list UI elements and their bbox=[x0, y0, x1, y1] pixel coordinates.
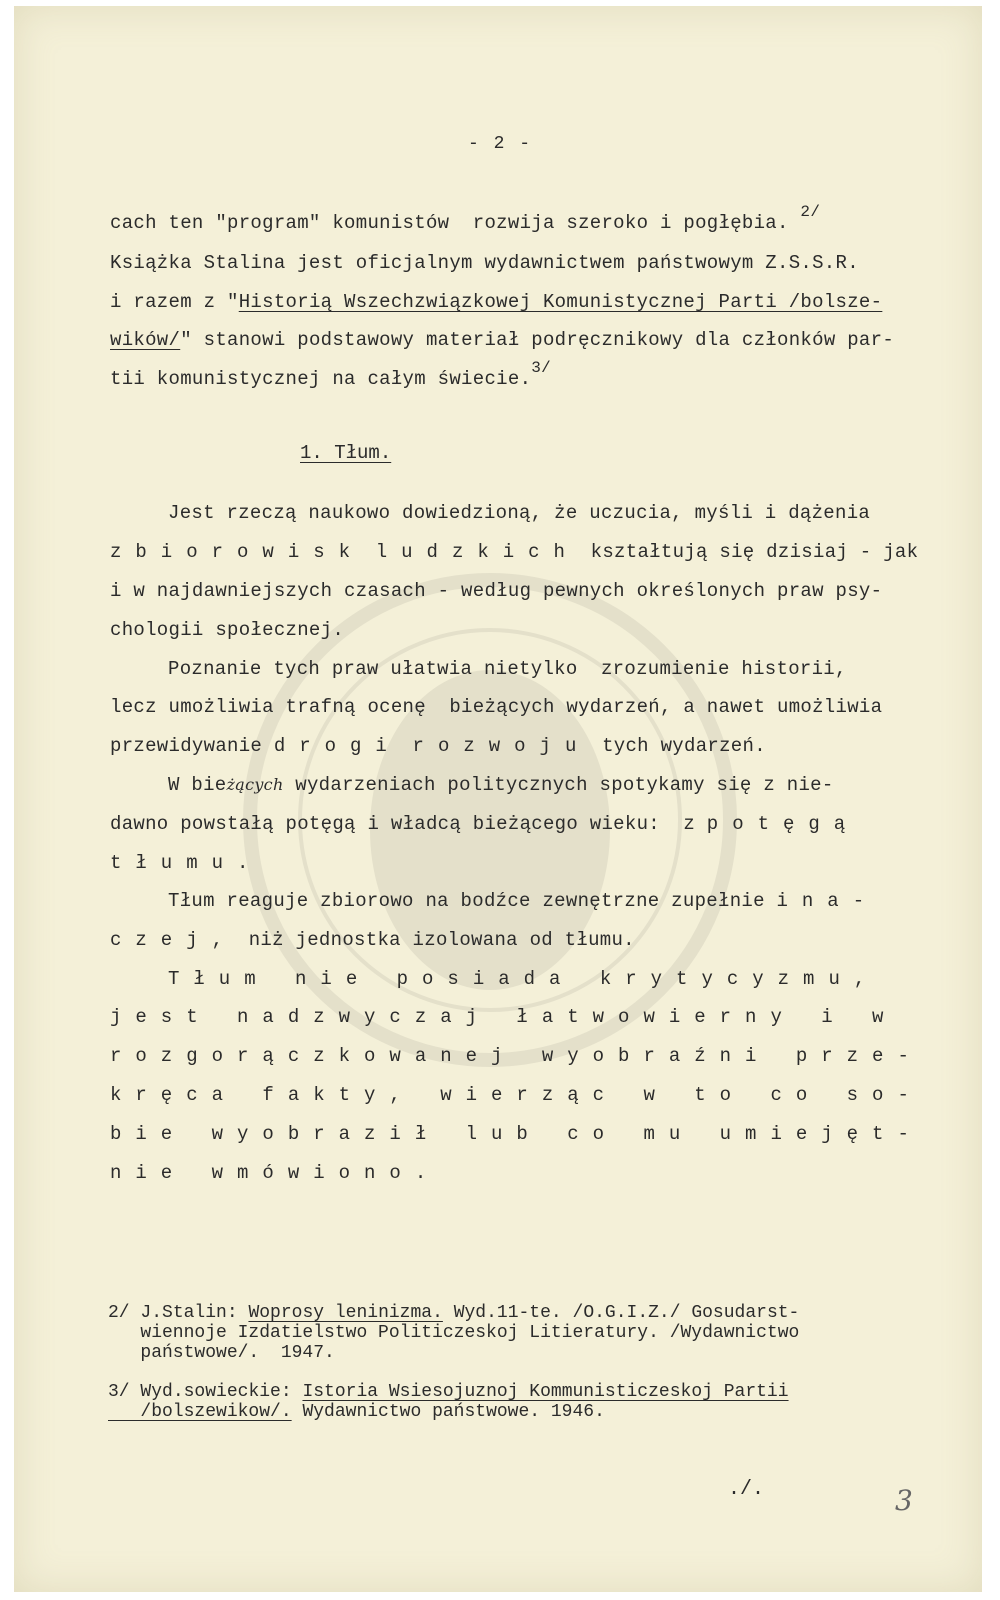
text-line: Jest rzeczą naukowo dowiedzioną, że uczucia, myśli i dążenia bbox=[168, 502, 871, 524]
text-line: tłumu. bbox=[110, 852, 263, 874]
handwritten-sheet-number: 3 bbox=[895, 1484, 913, 1517]
text-line: czej, niż jednostka izolowana od tłumu. bbox=[110, 929, 635, 951]
text-line: jest nadzwyczaj łatwowierny i w bbox=[110, 1006, 898, 1028]
text-line: cach ten "program" komunistów rozwija szeroko i pogłębia. $^{2/}$ bbox=[110, 203, 821, 234]
text-line: lecz umożliwia trafną ocenę bieżących wydarzeń, a nawet umożliwia bbox=[110, 696, 883, 718]
text-line: Książka Stalina jest oficjalnym wydawnictwem państwowym Z.S.S.R. bbox=[110, 252, 859, 274]
text-line: Tłum nie posiada krytycyzmu, bbox=[168, 968, 880, 990]
text-line: tii komunistycznej na całym świecie.$^{3/}$ bbox=[110, 359, 552, 390]
text-line: rozgorączkowanej wyobraźni prze- bbox=[110, 1045, 923, 1067]
section-heading: 1. Tłum. bbox=[300, 442, 392, 464]
text-line: przewidywanie drogi rozwoju tych wydarzeń. bbox=[110, 735, 766, 757]
page-number: - 2 - bbox=[467, 134, 532, 154]
text-line: dawno powstałą potęgą i władcą bieżącego wieku: z potęgą bbox=[110, 813, 860, 835]
text-line: bie wyobraził lub co mu umiejęt- bbox=[110, 1123, 923, 1145]
text-line: chologii społecznej. bbox=[110, 619, 345, 641]
text-line: zbiorowisk ludzkich kształtują się dzisiaj - jak bbox=[110, 541, 919, 563]
text-line: i razem z "Historią Wszechzwiązkowej Komunistycznej Parti /bolsze- bbox=[110, 291, 883, 313]
text-line: wików/" stanowi podstawowy materiał podręcznikowy dla członków par- bbox=[110, 329, 895, 351]
text-line: Poznanie tych praw ułatwia nietylko zrozumienie historii, bbox=[168, 658, 847, 680]
text-line: nie wmówiono. bbox=[110, 1162, 441, 1184]
text-line: kręca fakty, wierząc w to co so- bbox=[110, 1084, 923, 1106]
text-line: W bieżących wydarzeniach politycznych spotykamy się z nie- bbox=[168, 774, 834, 796]
handwritten-correction: żących bbox=[226, 775, 284, 794]
text-line: i w najdawniejszych czasach - według pewnych określonych praw psy- bbox=[110, 580, 883, 602]
footnote-3: 3/ Wyd.sowieckie: Istoria Wsiesojuznoj Kommunisticzeskoj Partii /bolszewikow/. Wydawnictwo państwowe. 1946. bbox=[108, 1382, 789, 1422]
footnote-2: 2/ J.Stalin: Woprosy leninizma. Wyd.11-te. /O.G.I.Z./ Gosudarst- wiennoje Izdatielstwo Politiczeskoj Litieratury. /Wydawnictwo państwowe/. 1947. bbox=[108, 1303, 800, 1363]
continuation-mark: ./. bbox=[728, 1478, 765, 1501]
text-line: Tłum reaguje zbiorowo na bodźce zewnętrzne zupełnie ina- bbox=[168, 890, 879, 912]
